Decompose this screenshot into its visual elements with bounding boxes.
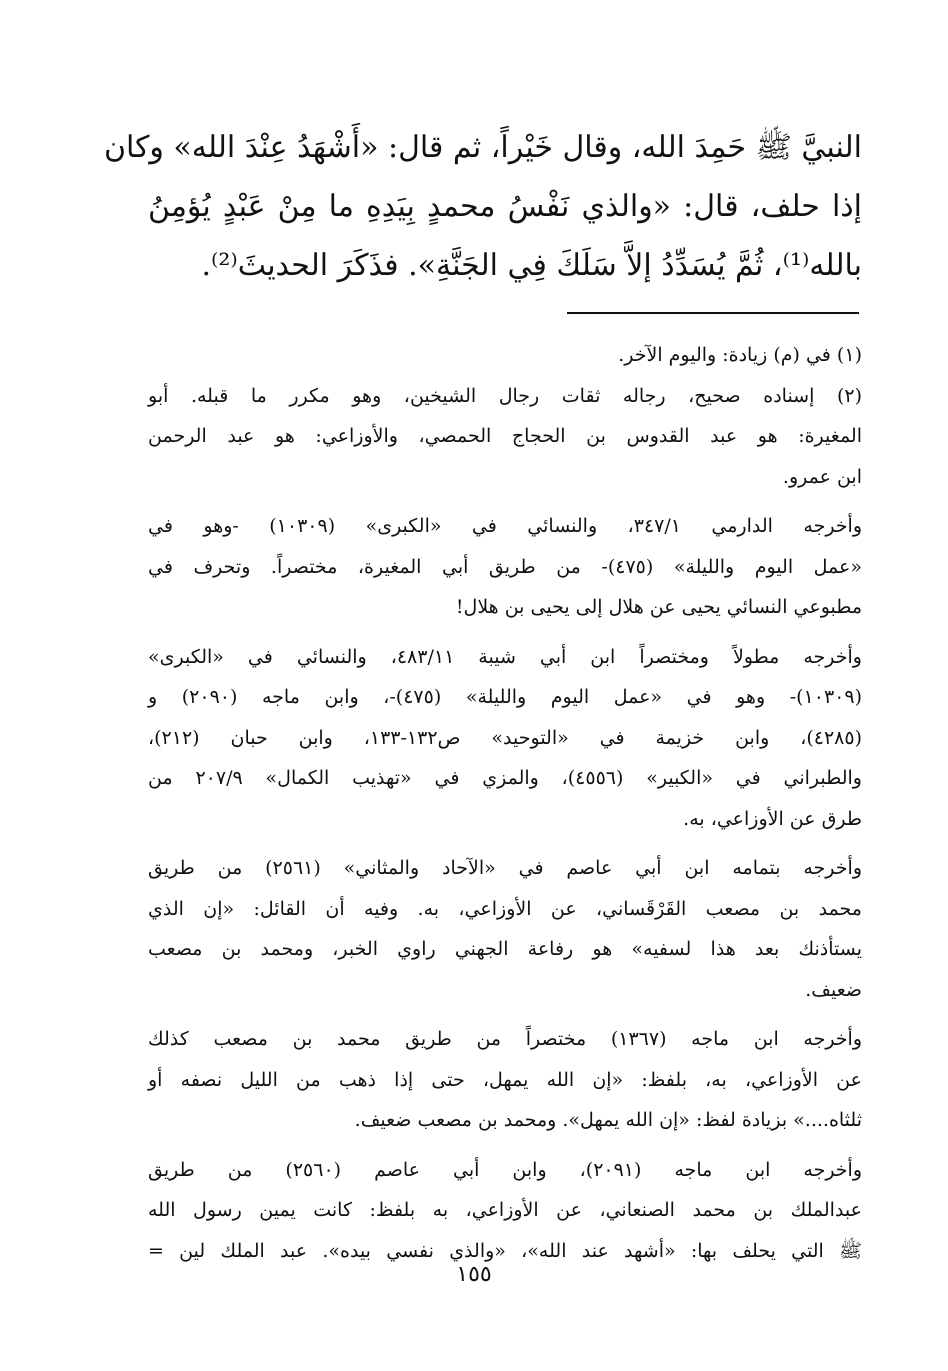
- footnote-line: ابن عمرو.: [782, 465, 862, 488]
- footnote-line: طرق عن الأوزاعي، به.: [683, 807, 862, 830]
- main-text-line: بالله⁽¹⁾، ثُمَّ يُسَدِّدُ إلاَّ سَلَكَ فِي الجَنَّةِ». فذَكَرَ الحديثَ⁽²⁾.: [201, 248, 862, 283]
- footnote-paragraph: [148, 335, 862, 376]
- footnote-line: يستأذنك بعد هذا لسفيه» هو رفاعة الجهني راوي الخبر، ومحمد بن مصعب: [148, 938, 862, 960]
- footnote-line: (١) في (م) زيادة: واليوم الآخر.: [618, 344, 862, 366]
- footnote-paragraph: [148, 506, 862, 628]
- footnote-line: (٤٢٨٥)، وابن خزيمة في «التوحيد» ص١٣٢-١٣٣، وابن حبان (٢١٢)،: [148, 726, 862, 749]
- footnote-line: المغيرة: هو عبد القدوس بن الحجاج الحمصي، والأوزاعي: هو عبد الرحمن: [148, 425, 862, 447]
- footnote-line: ضعيف.: [805, 978, 862, 1001]
- footnote-line: والطبراني في «الكبير» (٤٥٥٦)، والمزي في «تهذيب الكمال» ٢٠٧/٩ من: [148, 767, 862, 789]
- footnote-paragraph: [148, 376, 862, 498]
- footnote-line: محمد بن مصعب القَرْقَساني، عن الأوزاعي، به. وفيه أن القائل: «إن الذي: [148, 897, 862, 920]
- footnote-line: (١٠٣٠٩)- وهو في «عمل اليوم والليلة» (٤٧٥)-، وابن ماجه (٢٠٩٠) و: [148, 686, 862, 708]
- footnote-paragraph: [148, 637, 862, 840]
- footnote-paragraph: [148, 1019, 862, 1141]
- footnote-paragraph: [148, 1150, 862, 1272]
- footnote-line: مطبوعي النسائي يحيى عن هلال إلى يحيى بن هلال!: [455, 596, 862, 618]
- footnote-line: ثلثاه....» بزيادة لفظ: «إن الله يمهل». ومحمد بن مصعب ضعيف.: [354, 1109, 862, 1131]
- footnote-line: وأخرجه ابن ماجه (٢٠٩١)، وابن أبي عاصم (٢٥٦٠) من طريق: [148, 1158, 863, 1181]
- footnote-line: «عمل اليوم والليلة» (٤٧٥)- من طريق أبي المغيرة، مختصراً. وتحرف في: [148, 555, 862, 578]
- footnote-line: عبدالملك بن محمد الصنعاني، عن الأوزاعي، به بلفظ: كانت يمين رسول الله: [148, 1199, 862, 1221]
- footnote-paragraph: [148, 848, 862, 1010]
- page-number: ١٥٥: [456, 1262, 492, 1287]
- footnote-line: وأخرجه مطولاً ومختصراً ابن أبي شيبة ٤٨٣/١١، والنسائي في «الكبرى»: [148, 645, 862, 668]
- footnote-line: ﷺ التي يحلف بها: «أشهد عند الله»، «والذي نفسي بيده». عبد الملك لين =: [148, 1239, 862, 1262]
- footnote-line: وأخرجه ابن ماجه (١٣٦٧) مختصراً من طريق محمد بن مصعب كذلك: [148, 1028, 862, 1050]
- footnote-line: عن الأوزاعي، به، بلفظ: «إن الله يمهل، حتى إذا ذهب من الليل نصفه أو: [148, 1068, 862, 1091]
- footnote-divider: [567, 312, 859, 314]
- main-text-block: [103, 118, 862, 295]
- main-text-line: إذا حلف، قال: «والذي نَفْسُ محمدٍ بِيَدِهِ ما مِنْ عَبْدٍ يُؤمِنُ: [148, 189, 862, 224]
- footnote-line: (٢) إسناده صحيح، رجاله ثقات رجال الشيخين، وهو مكرر ما قبله. أبو: [148, 384, 862, 407]
- main-text-line: النبيَّ ﷺ حَمِدَ الله، وقال خَيْراً، ثم قال: «أَشْهَدُ عِنْدَ الله» وكان: [103, 130, 862, 165]
- footnotes-block: [148, 335, 862, 1271]
- footnote-line: وأخرجه الدارمي ٣٤٧/١، والنسائي في «الكبرى» (١٠٣٠٩) -وهو في: [148, 515, 862, 537]
- footnote-line: وأخرجه بتمامه ابن أبي عاصم في «الآحاد والمثاني» (٢٥٦١) من طريق: [148, 857, 862, 879]
